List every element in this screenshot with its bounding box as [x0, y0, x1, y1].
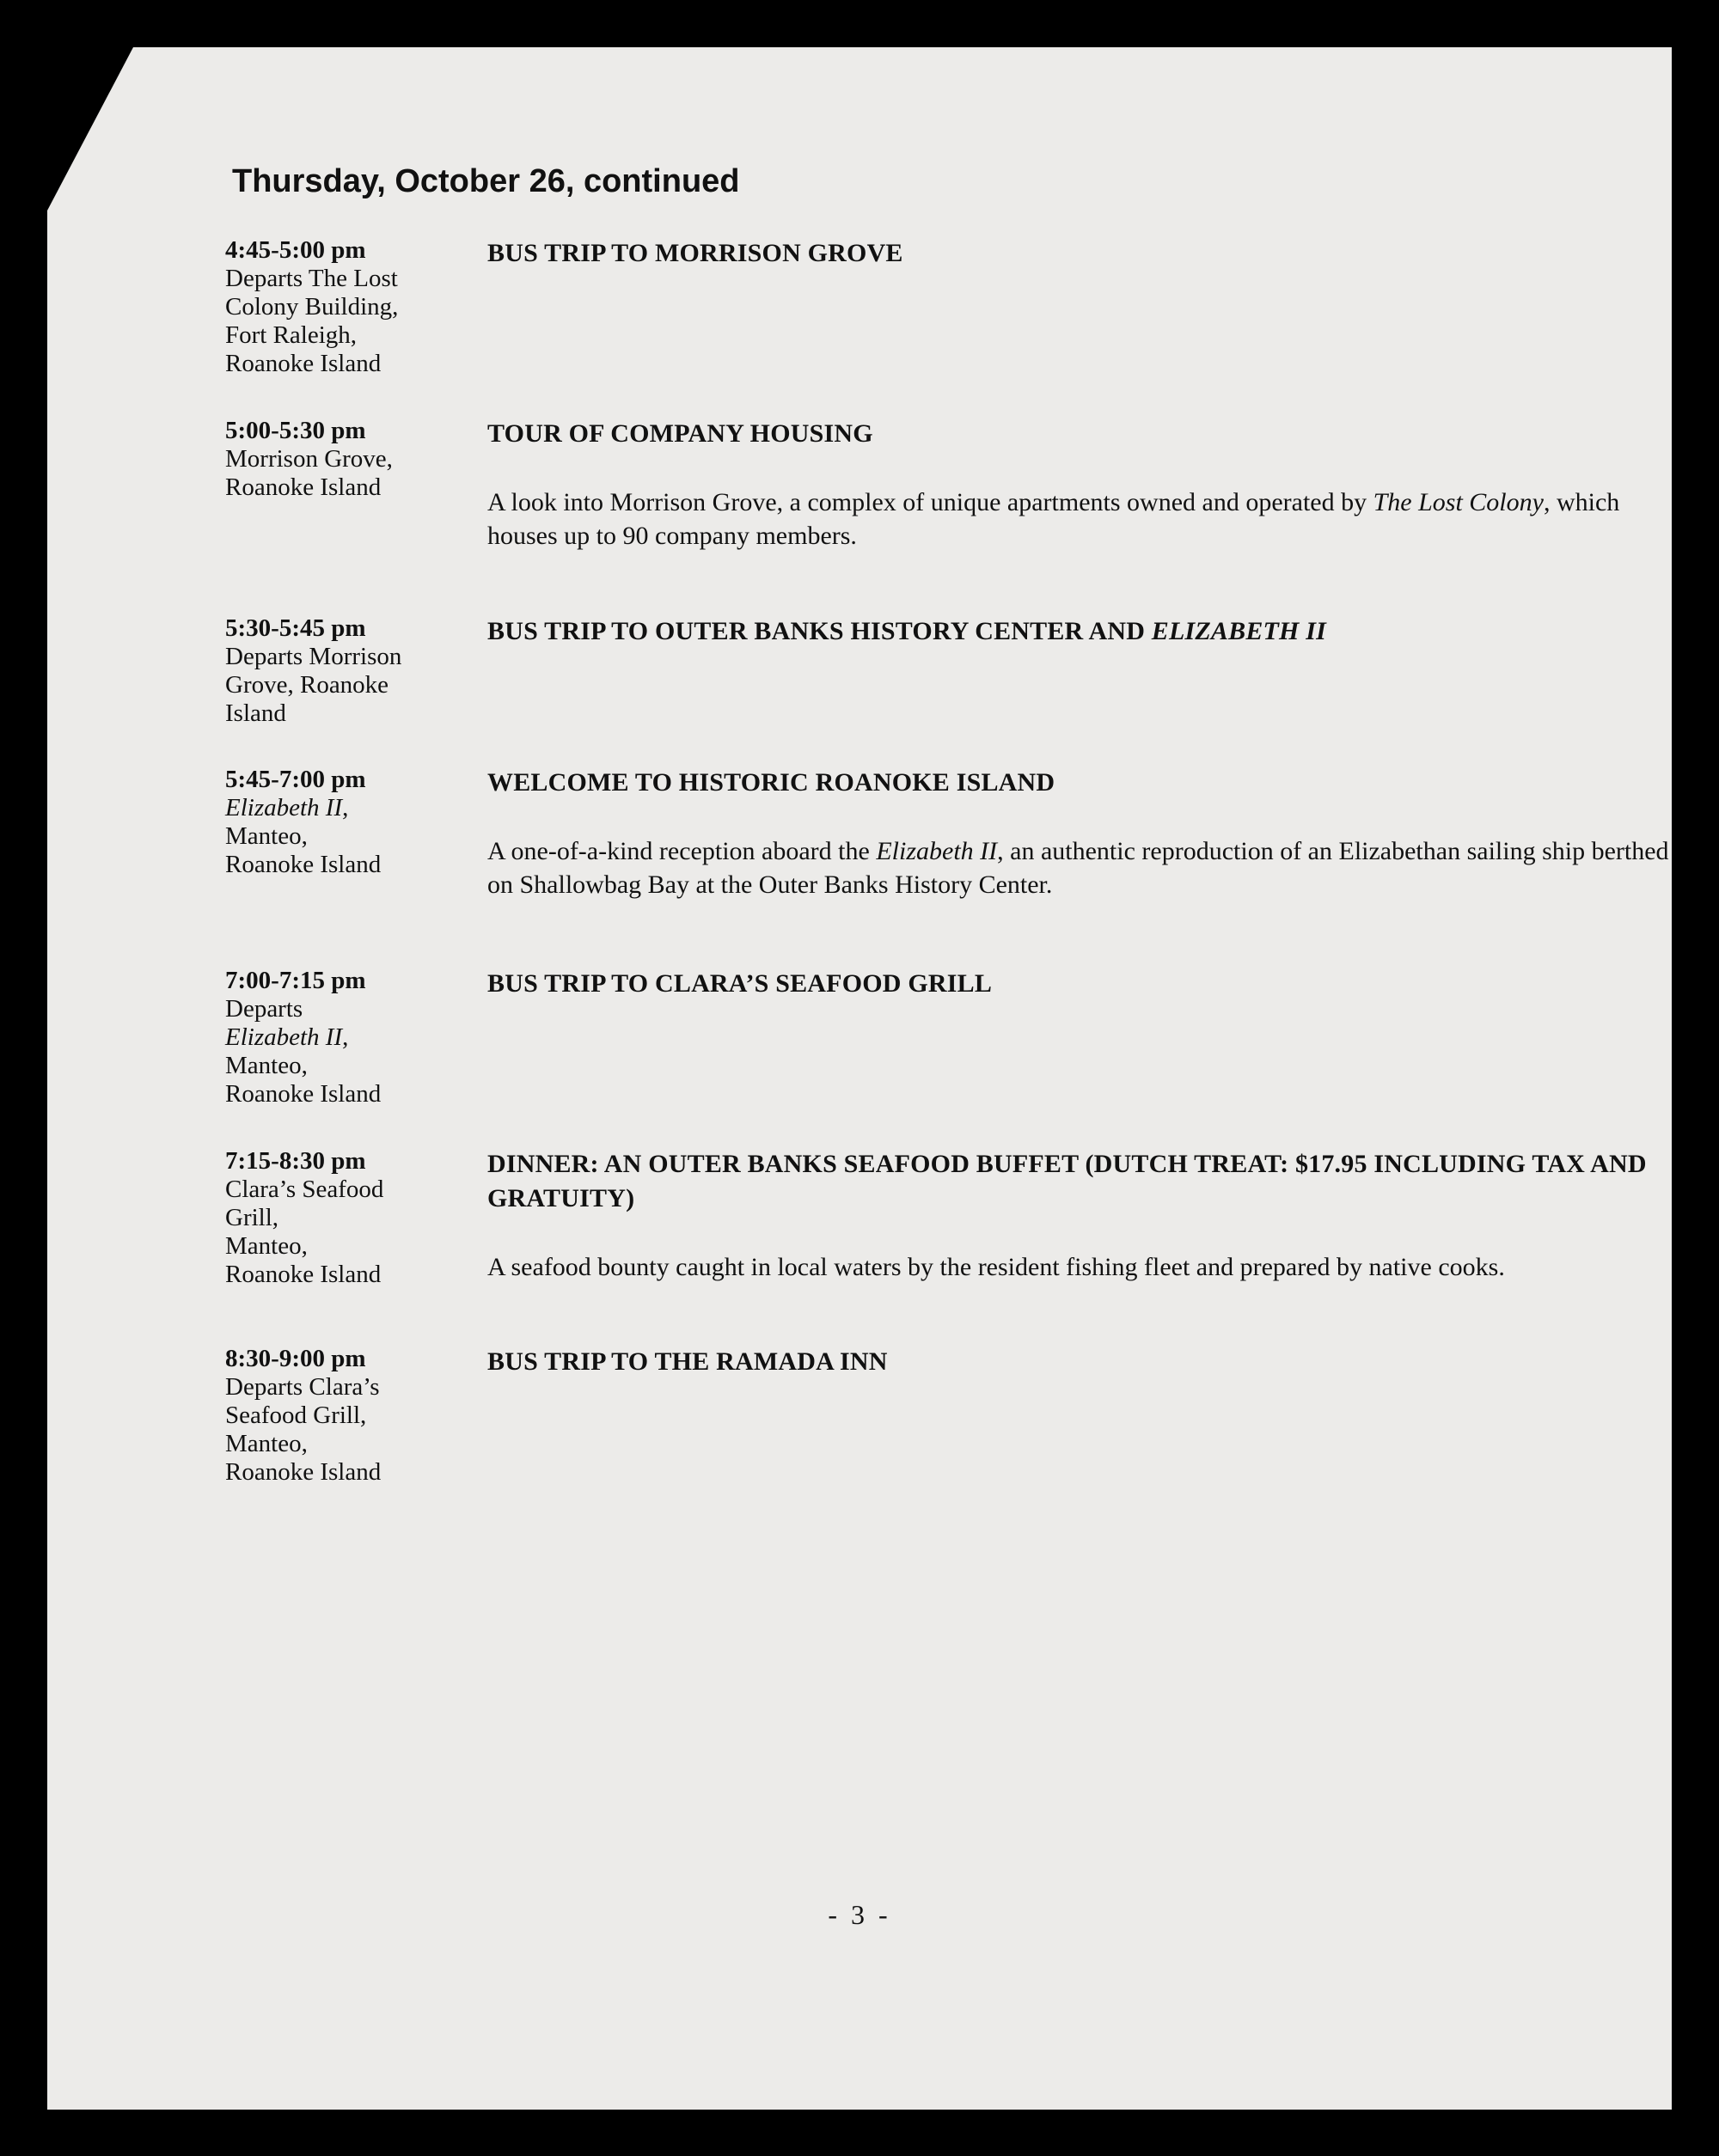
event-description: A look into Morrison Grove, a complex of unique apartments owned and operated by The Lost Colony, which houses up to 90 company members.: [487, 488, 1620, 550]
time-location: [225, 766, 449, 879]
event-details: [487, 1345, 1691, 1379]
event-description: A one-of-a-kind reception aboard the Elizabeth II, an authentic reproduction of an Elizabethan sailing ship berthed on Shallowbag Bay at the Outer Banks History Center.: [487, 837, 1669, 899]
time-location: [225, 236, 449, 378]
entry-time: 4:45-5:00 pm: [225, 236, 366, 264]
entry-time: 5:45-7:00 pm: [225, 766, 366, 793]
event-title: BUS TRIP TO CLARA’S SEAFOOD GRILL: [487, 969, 993, 998]
page-heading: Thursday, October 26, continued: [232, 163, 740, 199]
entry-location: Departs Elizabeth II, Manteo, Roanoke Island: [225, 995, 382, 1108]
event-details: [487, 766, 1691, 901]
entry-location: Elizabeth II, Manteo, Roanoke Island: [225, 794, 382, 878]
entry-time: 7:00-7:15 pm: [225, 967, 366, 994]
event-details: [487, 236, 1691, 271]
event-title: WELCOME TO HISTORIC ROANOKE ISLAND: [487, 768, 1055, 797]
event-description: A seafood bounty caught in local waters by the resident fishing fleet and prepared by native cooks.: [487, 1253, 1505, 1281]
event-title: BUS TRIP TO THE RAMADA INN: [487, 1347, 888, 1376]
entry-time: 5:30-5:45 pm: [225, 614, 366, 642]
page-number: - 3 -: [828, 1899, 891, 1930]
event-title: BUS TRIP TO OUTER BANKS HISTORY CENTER AND ELIZABETH II: [487, 617, 1327, 645]
entry-location: Departs Morrison Grove, Roanoke Island: [225, 643, 402, 727]
entry-time: 8:30-9:00 pm: [225, 1345, 366, 1372]
entry-location: Departs Clara’s Seafood Grill, Manteo, Roanoke Island: [225, 1373, 382, 1486]
event-title: BUS TRIP TO MORRISON GROVE: [487, 239, 903, 267]
event-title: TOUR OF COMPANY HOUSING: [487, 419, 873, 448]
time-location: [225, 1345, 449, 1487]
show-through-text: [1169, 168, 1178, 208]
entry-time: 7:15-8:30 pm: [225, 1147, 366, 1175]
event-details: [487, 417, 1691, 553]
time-location: [225, 417, 449, 502]
event-details: [487, 1147, 1691, 1284]
time-location: [225, 614, 449, 728]
entry-time: 5:00-5:30 pm: [225, 417, 366, 444]
event-title: DINNER: AN OUTER BANKS SEAFOOD BUFFET (DUTCH TREAT: $17.95 INCLUDING TAX AND GRATUITY): [487, 1150, 1647, 1212]
event-details: [487, 614, 1691, 649]
entry-location: Morrison Grove, Roanoke Island: [225, 445, 393, 501]
time-location: [225, 967, 449, 1109]
time-location: [225, 1147, 449, 1289]
entry-location: Clara’s Seafood Grill, Manteo, Roanoke Island: [225, 1176, 384, 1288]
event-details: [487, 967, 1691, 1001]
entry-location: Departs The Lost Colony Building, Fort Raleigh, Roanoke Island: [225, 265, 399, 377]
